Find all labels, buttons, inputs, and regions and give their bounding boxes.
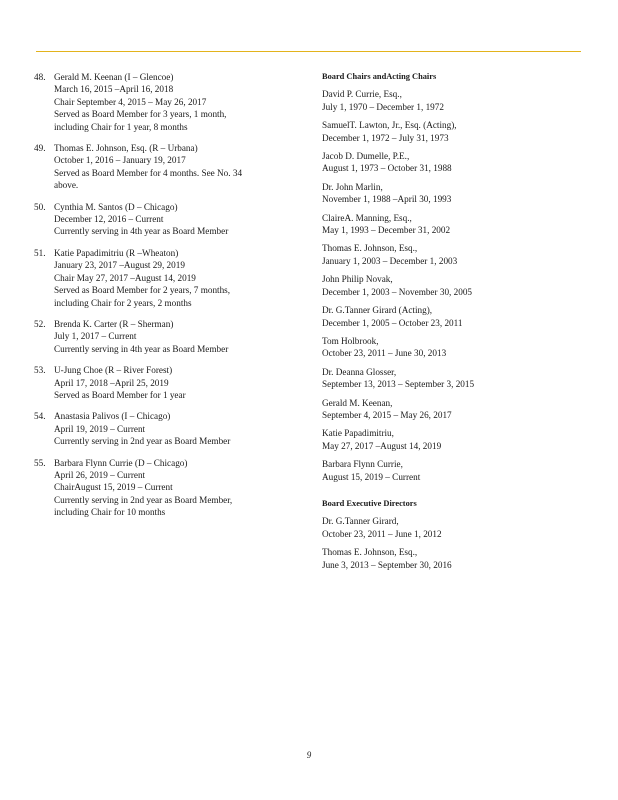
chair-name: Dr. Deanna Glosser, [322, 366, 397, 377]
chair-name: Dr. John Marlin, [322, 181, 383, 192]
chair-entry [322, 150, 592, 175]
entry-line: April 17, 2018 –April 25, 2019 [54, 377, 169, 388]
chair-entry [322, 88, 592, 113]
entry-line: April 26, 2019 – Current [54, 469, 146, 480]
entry-line: Thomas E. Johnson, Esq. (R – Urbana) [54, 143, 198, 154]
entry-line: Brenda K. Carter (R – Sherman) [54, 318, 174, 329]
chair-dates: December 1, 2005 – October 23, 2011 [322, 317, 463, 328]
member-entry [34, 364, 299, 401]
director-name: Thomas E. Johnson, Esq., [322, 547, 418, 558]
entry-line: Currently serving in 4th year as Board Member [54, 226, 229, 237]
entry-number: 51. [34, 247, 46, 258]
entry-line: Chair May 27, 2017 –August 14, 2019 [54, 272, 196, 283]
chair-name: SamuelT. Lawton, Jr., Esq. (Acting), [322, 120, 457, 131]
member-entry [34, 201, 299, 238]
entry-number: 54. [34, 411, 46, 422]
chair-entry [322, 181, 592, 206]
chair-dates: August 15, 2019 – Current [322, 471, 421, 482]
entry-line: March 16, 2015 –April 16, 2018 [54, 84, 174, 95]
chair-entry [322, 304, 592, 329]
member-entry [34, 142, 299, 192]
chair-entry [322, 212, 592, 237]
entry-line: Cynthia M. Santos (D – Chicago) [54, 201, 178, 212]
member-entry [34, 457, 299, 519]
member-entry [34, 410, 299, 447]
chair-entry [322, 397, 592, 422]
entry-line: Served as Board Member for 2 years, 7 months, [54, 285, 231, 296]
chair-dates: December 1, 2003 – November 30, 2005 [322, 286, 473, 297]
member-entry [34, 318, 299, 355]
chair-dates: November 1, 1988 –April 30, 1993 [322, 194, 452, 205]
entry-line: Gerald M. Keenan (I – Glencoe) [54, 72, 174, 82]
chair-name: Tom Holbrook, [322, 335, 379, 346]
entry-line: July 1, 2017 – Current [54, 331, 137, 342]
directors-heading: Board Executive Directors [322, 498, 417, 508]
chair-name: Dr. G.Tanner Girard (Acting), [322, 305, 433, 316]
director-name: Dr. G.Tanner Girard, [322, 516, 399, 527]
director-entry [322, 515, 592, 540]
chair-entry [322, 427, 592, 452]
member-list [34, 71, 299, 528]
entry-line: including Chair for 10 months [54, 507, 166, 518]
chair-name: Thomas E. Johnson, Esq., [322, 243, 418, 254]
entry-line: above. [54, 180, 79, 191]
leadership-list [322, 71, 592, 577]
entry-line: October 1, 2016 – January 19, 2017 [54, 155, 186, 166]
chair-entry [322, 273, 592, 298]
chair-name: Barbara Flynn Currie, [322, 459, 403, 470]
entry-number: 55. [34, 457, 46, 468]
chair-dates: May 1, 1993 – December 31, 2002 [322, 225, 451, 236]
entry-number: 52. [34, 318, 46, 329]
chair-name: David P. Currie, Esq., [322, 89, 402, 100]
chair-entry [322, 242, 592, 267]
chair-dates: January 1, 2003 – December 1, 2003 [322, 255, 458, 266]
chair-dates: September 4, 2015 – May 26, 2017 [322, 409, 452, 420]
member-entry [34, 247, 299, 309]
entry-line: December 12, 2016 – Current [54, 214, 164, 225]
chair-name: Katie Papadimitriu, [322, 428, 394, 439]
entry-line: including Chair for 1 year, 8 months [54, 121, 188, 132]
header-rule [36, 51, 581, 52]
entry-line: Served as Board Member for 3 years, 1 month, [54, 109, 227, 120]
chairs-heading: Board Chairs andActing Chairs [322, 72, 437, 81]
chair-dates: September 13, 2013 – September 3, 2015 [322, 379, 475, 390]
entry-line: Currently serving in 2nd year as Board Member [54, 436, 231, 447]
entry-line: April 19, 2019 – Current [54, 423, 146, 434]
chair-dates: May 27, 2017 –August 14, 2019 [322, 440, 442, 451]
entry-number: 50. [34, 201, 46, 212]
entry-number: 49. [34, 143, 46, 154]
entry-line: Anastasia Palivos (I – Chicago) [54, 411, 171, 422]
entry-line: Barbara Flynn Currie (D – Chicago) [54, 457, 188, 468]
chair-name: ClaireA. Manning, Esq., [322, 212, 412, 223]
chair-name: John Philip Novak, [322, 274, 393, 285]
entry-line: January 23, 2017 –August 29, 2019 [54, 260, 185, 271]
chair-entry [322, 335, 592, 360]
entry-line: ChairAugust 15, 2019 – Current [54, 482, 173, 493]
director-entry [322, 546, 592, 571]
director-dates: October 23, 2011 – June 1, 2012 [322, 528, 442, 539]
entry-number: 53. [34, 365, 46, 376]
chair-dates: December 1, 1972 – July 31, 1973 [322, 132, 449, 143]
entry-line: Chair September 4, 2015 – May 26, 2017 [54, 96, 207, 107]
chair-entry [322, 458, 592, 483]
chair-dates: October 23, 2011 – June 30, 2013 [322, 348, 447, 359]
entry-line: U-Jung Choe (R – River Forest) [54, 365, 173, 376]
entry-line: Currently serving in 4th year as Board Member [54, 343, 229, 354]
entry-line: Currently serving in 2nd year as Board Member, [54, 494, 233, 505]
chair-name: Jacob D. Dumelle, P.E., [322, 151, 410, 162]
member-entry [34, 71, 299, 133]
entry-number: 48. [34, 72, 46, 82]
entry-line: including Chair for 2 years, 2 months [54, 297, 192, 308]
entry-line: Katie Papadimitriu (R –Wheaton) [54, 247, 179, 258]
chair-entry [322, 366, 592, 391]
chair-dates: July 1, 1970 – December 1, 1972 [322, 101, 444, 112]
entry-line: Served as Board Member for 4 months. See No. 34 [54, 167, 243, 178]
director-dates: June 3, 2013 – September 30, 2016 [322, 559, 452, 570]
entry-line: Served as Board Member for 1 year [54, 389, 186, 400]
chair-dates: August 1, 1973 – October 31, 1988 [322, 163, 452, 174]
chair-entry [322, 119, 592, 144]
chair-name: Gerald M. Keenan, [322, 397, 393, 408]
page-number: 9 [306, 750, 312, 760]
